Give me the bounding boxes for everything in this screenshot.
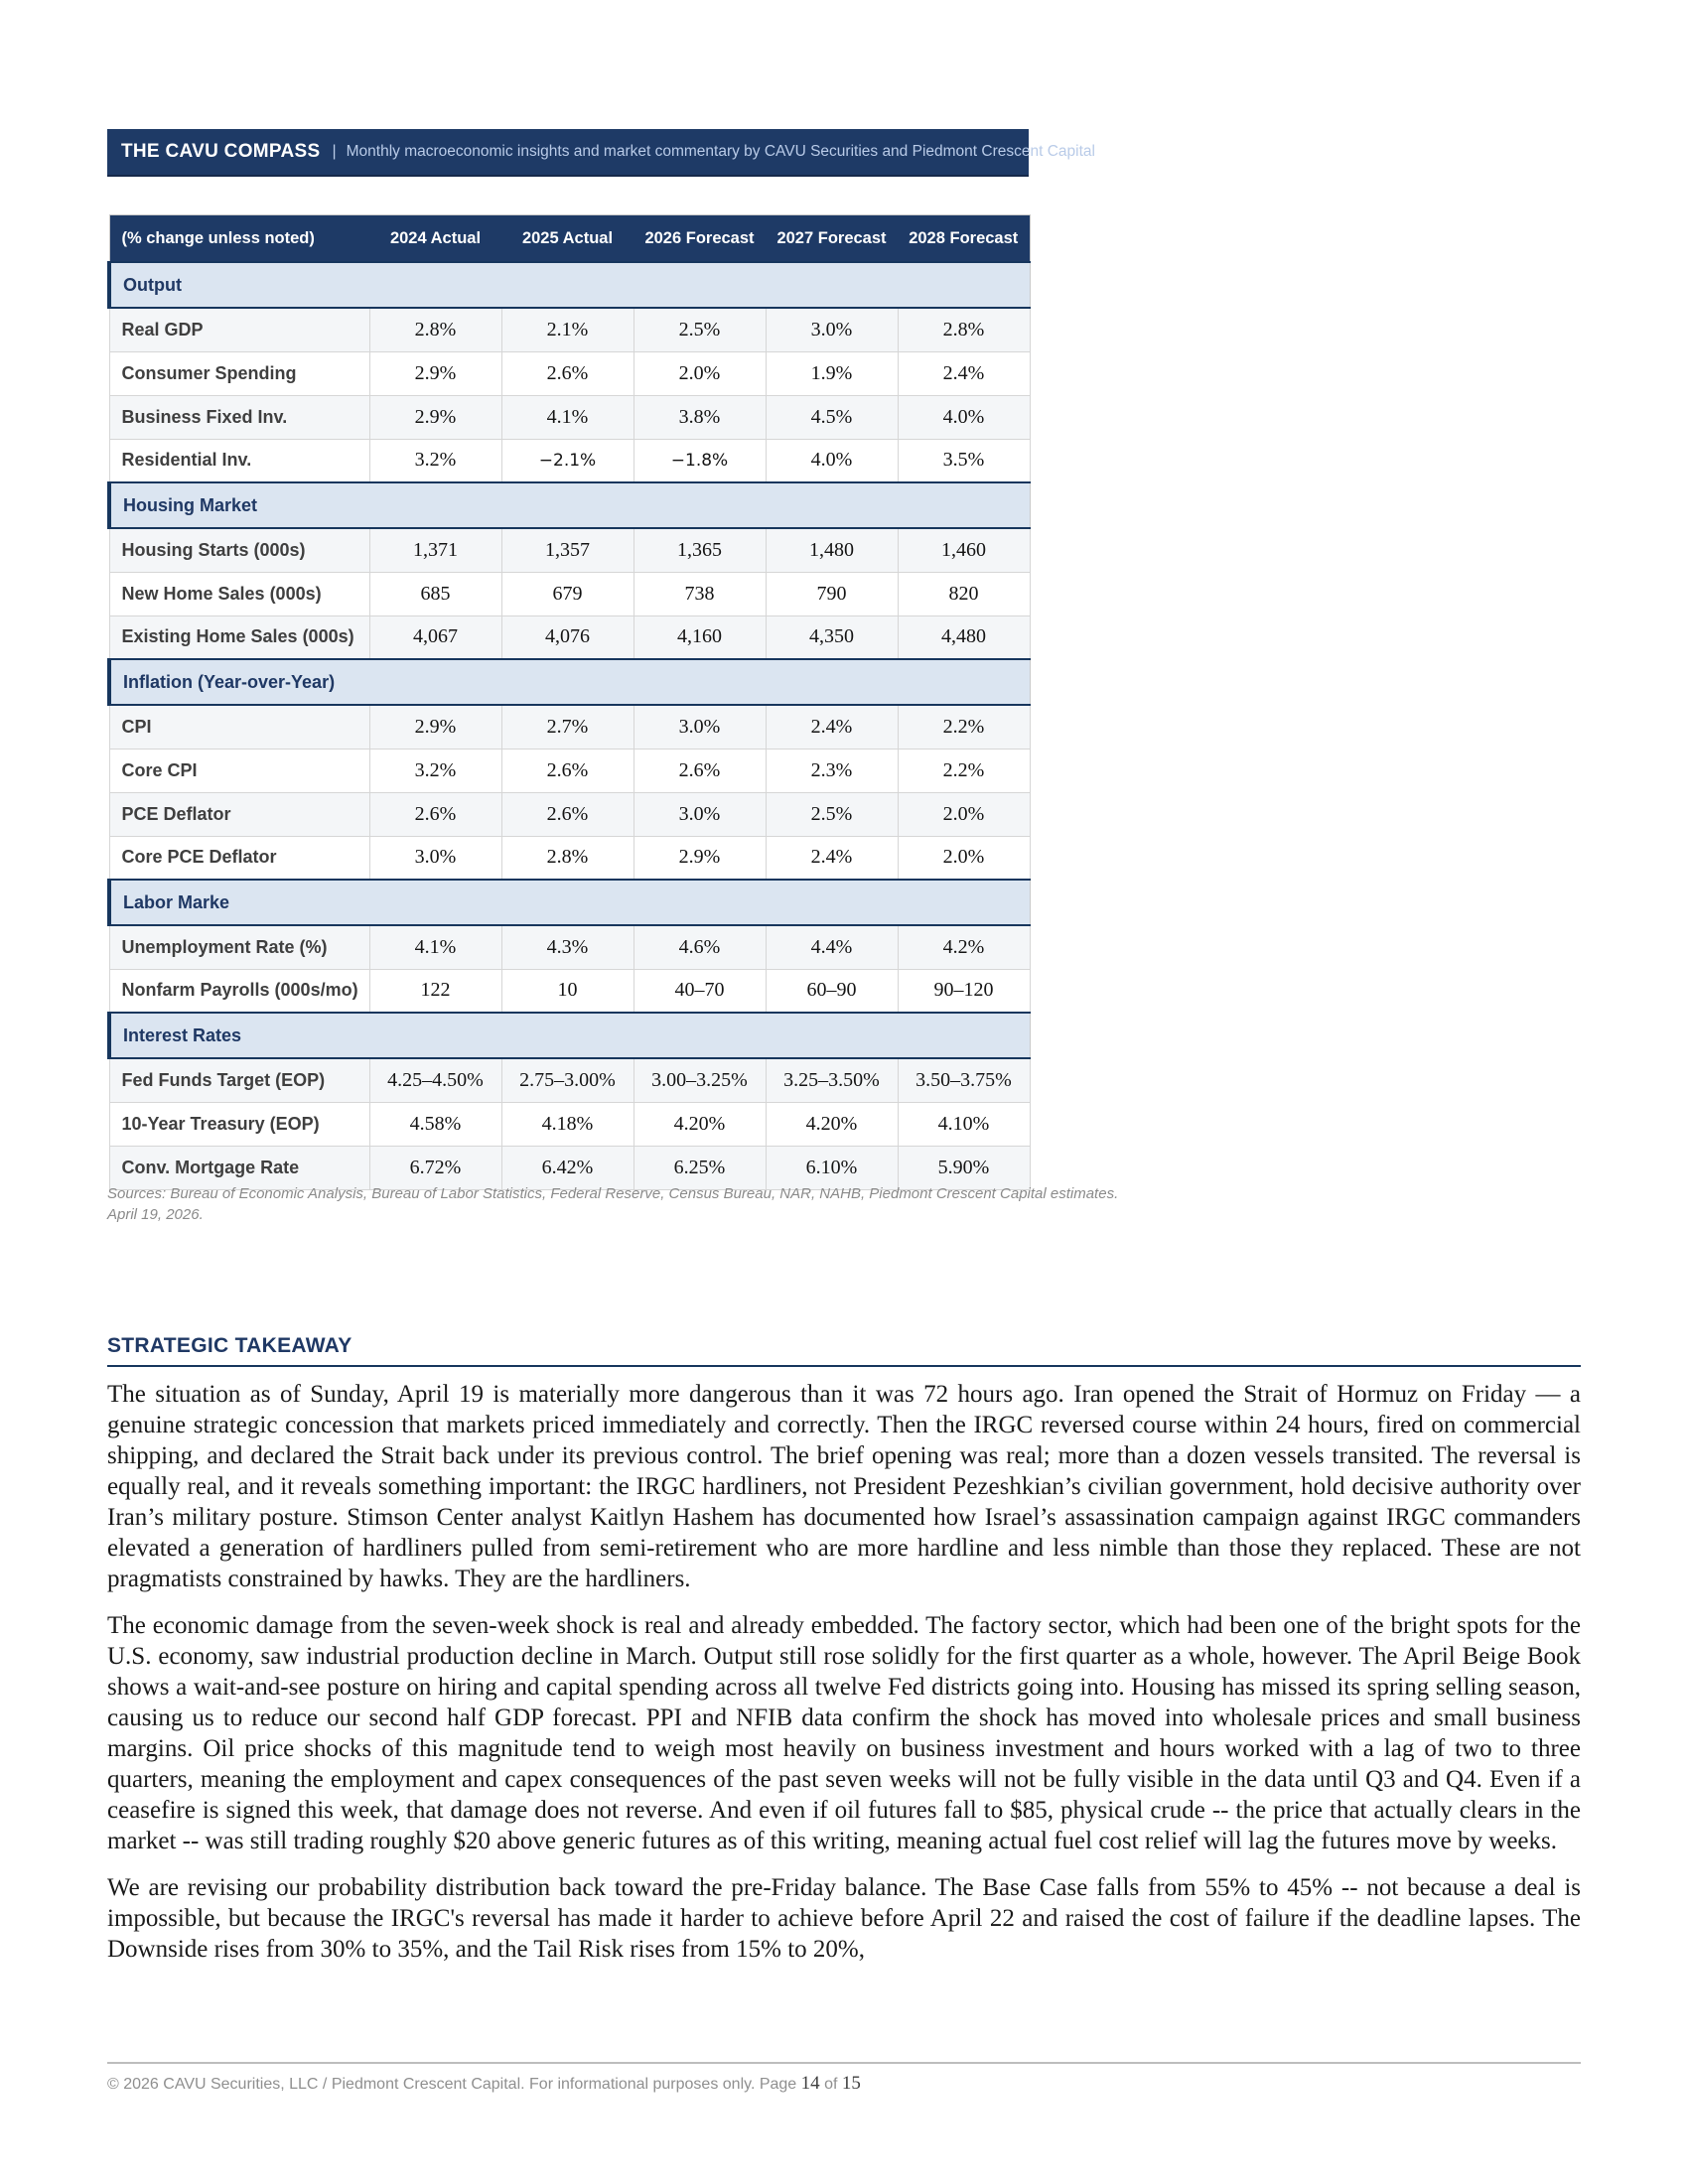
row-value: 3.0% <box>633 792 766 836</box>
footer-of: of <box>819 2076 842 2093</box>
row-value: 6.10% <box>766 1146 898 1189</box>
row-value: 2.6% <box>633 749 766 792</box>
takeaway-paragraph: The situation as of Sunday, April 19 is materially more dangerous than it was 72 hours ago. Iran opened the Strait of Hormuz on Friday — a genuine strategic concession that markets priced immediately and correctly. Then the IRGC reversed course within 24 hours, fired on commercial shipping, and declared the Strait back under its previous control. The brief opening was real; more than a dozen vessels transited. The reversal is equally real, and it reveals something important: the IRGC hardliners, not President Pezeshkian’s civilian government, hold decisive authority over Iran’s military posture. Stimson Center analyst Kaitlyn Hashem has documented how Israel’s assassination campaign against IRGC commanders elevated a generation of hardliners pulled from semi-retirement who are more hardline and less nimble than those they replaced. These are not pragmatists constrained by hawks. They are the hardliners. <box>107 1381 1581 1592</box>
row-value: 4.0% <box>898 395 1030 439</box>
row-value: 122 <box>369 969 501 1013</box>
row-value: 6.72% <box>369 1146 501 1189</box>
table-year-header: 2027 Forecast <box>766 215 898 263</box>
row-value: 2.2% <box>898 749 1030 792</box>
row-value: 4.1% <box>369 925 501 969</box>
row-value: 4.4% <box>766 925 898 969</box>
row-value: 2.8% <box>501 836 633 880</box>
row-value: 2.7% <box>501 705 633 749</box>
row-label: Unemployment Rate (%) <box>109 925 369 969</box>
row-value: 2.8% <box>898 308 1030 351</box>
table-section <box>109 482 1030 659</box>
row-value: 4,160 <box>633 615 766 659</box>
row-value: 3.0% <box>766 308 898 351</box>
takeaway-paragraph: The economic damage from the seven-week shock is real and already embedded. The factory sector, which had been one of the bright spots for the U.S. economy, saw industrial production decline in March. Output still rose solidly for the first quarter as a whole, however. The April Beige Book shows a wait-and-see posture on hiring and capital spending across all twelve Fed districts going into. Housing has missed its spring selling season, causing us to reduce our second half GDP forecast. PPI and NFIB data confirm the shock has moved into wholesale prices and small business margins. Oil price shocks of this magnitude tend to weigh most heavily on business investment and hours worked with a lag of two to three quarters, meaning the employment and capex consequences of the past seven weeks will not be fully visible in the data until Q3 and Q4. Even if a ceasefire is signed this week, that damage does not reverse. And even if oil futures fall to $85, physical crude -- the price that actually clears in the market -- was still trading roughly $20 above generic futures as of this writing, meaning actual fuel cost relief will lag the futures move by weeks. <box>107 1612 1581 1854</box>
row-label: 10-Year Treasury (EOP) <box>109 1102 369 1146</box>
row-value: 4,067 <box>369 615 501 659</box>
row-value: 4.1% <box>501 395 633 439</box>
row-value: 2.4% <box>766 705 898 749</box>
takeaway-paragraph: We are revising our probability distribution back toward the pre-Friday balance. The Base Case falls from 55% to 45% -- not because a deal is impossible, but because the IRGC's reversal has made it harder to achieve before April 22 and raised the cost of failure if the deadline lapses. The Downside rises from 30% to 35%, and the Tail Risk rises from 15% to 20%, <box>107 1874 1581 1963</box>
table-section-title: Output <box>109 262 1030 308</box>
table-header-row <box>109 215 1030 263</box>
table-section <box>109 659 1030 880</box>
table-row <box>109 749 1030 792</box>
table-row <box>109 308 1030 351</box>
row-value: −1.8% <box>633 439 766 482</box>
table-row <box>109 836 1030 880</box>
row-value: 1,480 <box>766 528 898 572</box>
table-section <box>109 880 1030 1013</box>
table-row <box>109 528 1030 572</box>
table-row <box>109 615 1030 659</box>
row-value: 2.0% <box>898 792 1030 836</box>
row-value: 2.2% <box>898 705 1030 749</box>
row-value: 3.00–3.25% <box>633 1058 766 1102</box>
row-label: Nonfarm Payrolls (000s/mo) <box>109 969 369 1013</box>
banner-separator: | <box>332 143 337 160</box>
row-value: 4.2% <box>898 925 1030 969</box>
row-value: 685 <box>369 572 501 615</box>
row-value: 820 <box>898 572 1030 615</box>
page-number: 14 <box>800 2073 820 2094</box>
row-value: 40–70 <box>633 969 766 1013</box>
row-value: 2.1% <box>501 308 633 351</box>
row-value: 1,460 <box>898 528 1030 572</box>
row-value: 2.6% <box>501 351 633 395</box>
row-label: Business Fixed Inv. <box>109 395 369 439</box>
row-label: Real GDP <box>109 308 369 351</box>
row-value: 1,357 <box>501 528 633 572</box>
table-row <box>109 1102 1030 1146</box>
row-value: 3.2% <box>369 749 501 792</box>
row-label: Consumer Spending <box>109 351 369 395</box>
row-value: 4.20% <box>633 1102 766 1146</box>
table-section-row <box>109 482 1030 528</box>
row-value: 2.6% <box>369 792 501 836</box>
forecast-table-wrap <box>107 214 1029 1190</box>
report-subtitle: Monthly macroeconomic insights and market commentary by CAVU Securities and Piedmont Crescent Capital <box>346 143 1095 160</box>
table-year-header: 2025 Actual <box>501 215 633 263</box>
row-label: New Home Sales (000s) <box>109 572 369 615</box>
row-value: 2.6% <box>501 749 633 792</box>
table-section-row <box>109 880 1030 925</box>
row-value: 4.6% <box>633 925 766 969</box>
row-value: 4.20% <box>766 1102 898 1146</box>
row-label: PCE Deflator <box>109 792 369 836</box>
row-value: 1.9% <box>766 351 898 395</box>
row-value: 3.8% <box>633 395 766 439</box>
row-value: 2.9% <box>369 351 501 395</box>
row-value: 4.10% <box>898 1102 1030 1146</box>
row-value: 2.4% <box>766 836 898 880</box>
table-section-title: Labor Marke <box>109 880 1030 925</box>
row-value: 3.50–3.75% <box>898 1058 1030 1102</box>
row-value: 738 <box>633 572 766 615</box>
row-value: 2.3% <box>766 749 898 792</box>
table-row <box>109 925 1030 969</box>
row-value: 4,480 <box>898 615 1030 659</box>
row-value: 3.0% <box>369 836 501 880</box>
table-row <box>109 572 1030 615</box>
page-total: 15 <box>841 2073 861 2094</box>
table-row <box>109 395 1030 439</box>
table-section-title: Inflation (Year-over-Year) <box>109 659 1030 705</box>
table-row <box>109 439 1030 482</box>
report-title: THE CAVU COMPASS <box>121 141 321 162</box>
row-label: CPI <box>109 705 369 749</box>
row-value: 90–120 <box>898 969 1030 1013</box>
forecast-table <box>107 214 1031 1190</box>
row-value: 4.58% <box>369 1102 501 1146</box>
table-section-title: Interest Rates <box>109 1013 1030 1058</box>
table-section-row <box>109 262 1030 308</box>
section-heading: STRATEGIC TAKEAWAY <box>107 1334 1581 1367</box>
row-value: 60–90 <box>766 969 898 1013</box>
row-label: Core CPI <box>109 749 369 792</box>
row-label: Existing Home Sales (000s) <box>109 615 369 659</box>
row-label: Residential Inv. <box>109 439 369 482</box>
row-value: 6.25% <box>633 1146 766 1189</box>
row-label: Housing Starts (000s) <box>109 528 369 572</box>
row-value: 1,371 <box>369 528 501 572</box>
row-value: 2.0% <box>633 351 766 395</box>
row-label: Fed Funds Target (EOP) <box>109 1058 369 1102</box>
row-value: 4,350 <box>766 615 898 659</box>
table-row <box>109 969 1030 1013</box>
table-section <box>109 1013 1030 1189</box>
source-note: Sources: Bureau of Economic Analysis, Bureau of Labor Statistics, Federal Reserve, Census Bureau, NAR, NAHB, Piedmont Crescent Capital estimates. April 19, 2026. <box>107 1185 1119 1223</box>
row-value: 6.42% <box>501 1146 633 1189</box>
row-value: 2.9% <box>369 705 501 749</box>
table-section-row <box>109 1013 1030 1058</box>
row-value: 2.9% <box>369 395 501 439</box>
table-section-row <box>109 659 1030 705</box>
report-banner <box>107 129 1095 177</box>
table-row <box>109 705 1030 749</box>
table-section-title: Housing Market <box>109 482 1030 528</box>
table-row <box>109 351 1030 395</box>
footer-divider <box>107 2062 1581 2064</box>
row-value: 679 <box>501 572 633 615</box>
row-value: 4.0% <box>766 439 898 482</box>
row-value: 2.75–3.00% <box>501 1058 633 1102</box>
table-section <box>109 262 1030 482</box>
row-value: 3.5% <box>898 439 1030 482</box>
footer-copyright: © 2026 CAVU Securities, LLC / Piedmont Crescent Capital. For informational purposes only. Page <box>107 2076 801 2093</box>
table-row <box>109 1058 1030 1102</box>
row-value: 10 <box>501 969 633 1013</box>
row-label: Conv. Mortgage Rate <box>109 1146 369 1189</box>
table-year-header: 2028 Forecast <box>898 215 1030 263</box>
row-value: 3.2% <box>369 439 501 482</box>
row-value: 790 <box>766 572 898 615</box>
row-value: −2.1% <box>501 439 633 482</box>
row-value: 5.90% <box>898 1146 1030 1189</box>
page-footer <box>107 2073 1581 2095</box>
table-year-header: 2026 Forecast <box>633 215 766 263</box>
row-value: 4.5% <box>766 395 898 439</box>
table-year-header: 2024 Actual <box>369 215 501 263</box>
row-value: 2.4% <box>898 351 1030 395</box>
row-value: 4.25–4.50% <box>369 1058 501 1102</box>
table-corner-header: (% change unless noted) <box>109 215 369 263</box>
strategic-takeaway-section <box>107 1334 1581 1980</box>
row-value: 4,076 <box>501 615 633 659</box>
row-value: 3.0% <box>633 705 766 749</box>
row-value: 2.5% <box>766 792 898 836</box>
row-value: 1,365 <box>633 528 766 572</box>
row-value: 2.6% <box>501 792 633 836</box>
row-label: Core PCE Deflator <box>109 836 369 880</box>
row-value: 4.3% <box>501 925 633 969</box>
table-row <box>109 792 1030 836</box>
row-value: 4.18% <box>501 1102 633 1146</box>
row-value: 2.5% <box>633 308 766 351</box>
row-value: 2.9% <box>633 836 766 880</box>
row-value: 3.25–3.50% <box>766 1058 898 1102</box>
row-value: 2.0% <box>898 836 1030 880</box>
row-value: 2.8% <box>369 308 501 351</box>
